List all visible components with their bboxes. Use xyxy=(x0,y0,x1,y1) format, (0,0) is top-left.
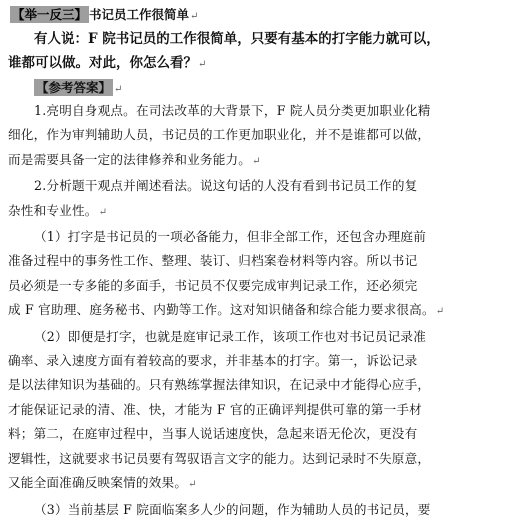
paragraph-line: 又能全面准确反映案情的效果。↵ xyxy=(8,475,197,491)
answer-heading-tag: 【参考答案】 xyxy=(36,80,112,95)
paragraph-mark-icon: ↵ xyxy=(435,306,445,318)
paragraph-line: （1）打字是书记员的一项必备能力，但非全部工作，还包含办理庭前 xyxy=(34,229,427,245)
paragraph-line: 是以法律知识为基础的。只有熟练掌握法律知识，在记录中才能得心应手， xyxy=(8,377,431,393)
section-title-text: 书记员工作很简单 xyxy=(89,7,190,22)
paragraph-line: 确率、录入速度方面有着较高的要求，并非基本的打字。第一，诉讼记录 xyxy=(8,353,418,369)
answer-paragraph-1 xyxy=(8,99,503,174)
answer-paragraph-4 xyxy=(8,325,503,498)
paragraph-line: （3）当前基层 F 院面临案多人少的问题，作为辅助人员的书记员，要 xyxy=(34,501,431,517)
section-title xyxy=(10,4,503,26)
paragraph-line: 逻辑性，这就要求书记员要有驾驭语言文字的能力。达到记录时不失原意， xyxy=(8,450,431,466)
paragraph-mark-icon: ↵ xyxy=(252,155,261,167)
answer-paragraph-5 xyxy=(8,498,503,522)
question-line: 有人说：F 院书记员的工作很简单，只要有基本的打字能力就可以， xyxy=(34,31,440,47)
paragraph-line: 准备过程中的事务性工作、整理、装订、归档案卷材料等内容。所以书记 xyxy=(8,253,418,269)
paragraph-line: 员必须是一专多能的多面手，书记员不仅要完成审判记录工作，还必须完 xyxy=(8,277,418,293)
paragraph-mark-icon: ↵ xyxy=(190,11,199,22)
paragraph-mark-icon: ↵ xyxy=(198,59,207,70)
answer-paragraph-3 xyxy=(8,225,503,325)
answer-paragraph-2 xyxy=(8,174,503,225)
paragraph-mark-icon: ↵ xyxy=(188,479,197,491)
paragraph-line: 成 F 官助理、庭务秘书、内勤等工作。这对知识储备和综合能力要求很高。↵ xyxy=(8,302,445,318)
paragraph-line: 1.亮明自身观点。在司法改革的大背景下，F 院人员分类更加职业化精 xyxy=(34,103,431,118)
paragraph-line: 才能保证记录的清、准、快，才能为 F 官的正确评判提供可靠的第一手材 xyxy=(8,401,422,417)
paragraph-line: 细化，作为审判辅助人员，书记员的工作更加职业化，并不是谁都可以做， xyxy=(8,127,431,143)
paragraph-line: 2.分析题干观点并阐述看法。说这句话的人没有看到书记员工作的复 xyxy=(34,178,418,194)
paragraph-line: 杂性和专业性。↵ xyxy=(8,202,108,218)
paragraph-mark-icon: ↵ xyxy=(114,84,123,95)
question-block xyxy=(8,27,503,77)
section-title-tag: 【举一反三】 xyxy=(12,7,88,22)
paragraph-mark-icon: ↵ xyxy=(98,206,108,218)
paragraph-line: （2）即便是打字，也就是庭审记录工作，该项工作也对书记员记录准 xyxy=(34,328,427,344)
paragraph-line: 料；第二，在庭审过程中，当事人说话速度快，急起来语无伦次，更没有 xyxy=(8,426,418,442)
answer-heading xyxy=(8,77,503,99)
question-line: 谁都可以做。对此，你怎么看？↵ xyxy=(8,55,207,71)
paragraph-line: 而是需要具备一定的法律修养和业务能力。↵ xyxy=(8,151,261,167)
